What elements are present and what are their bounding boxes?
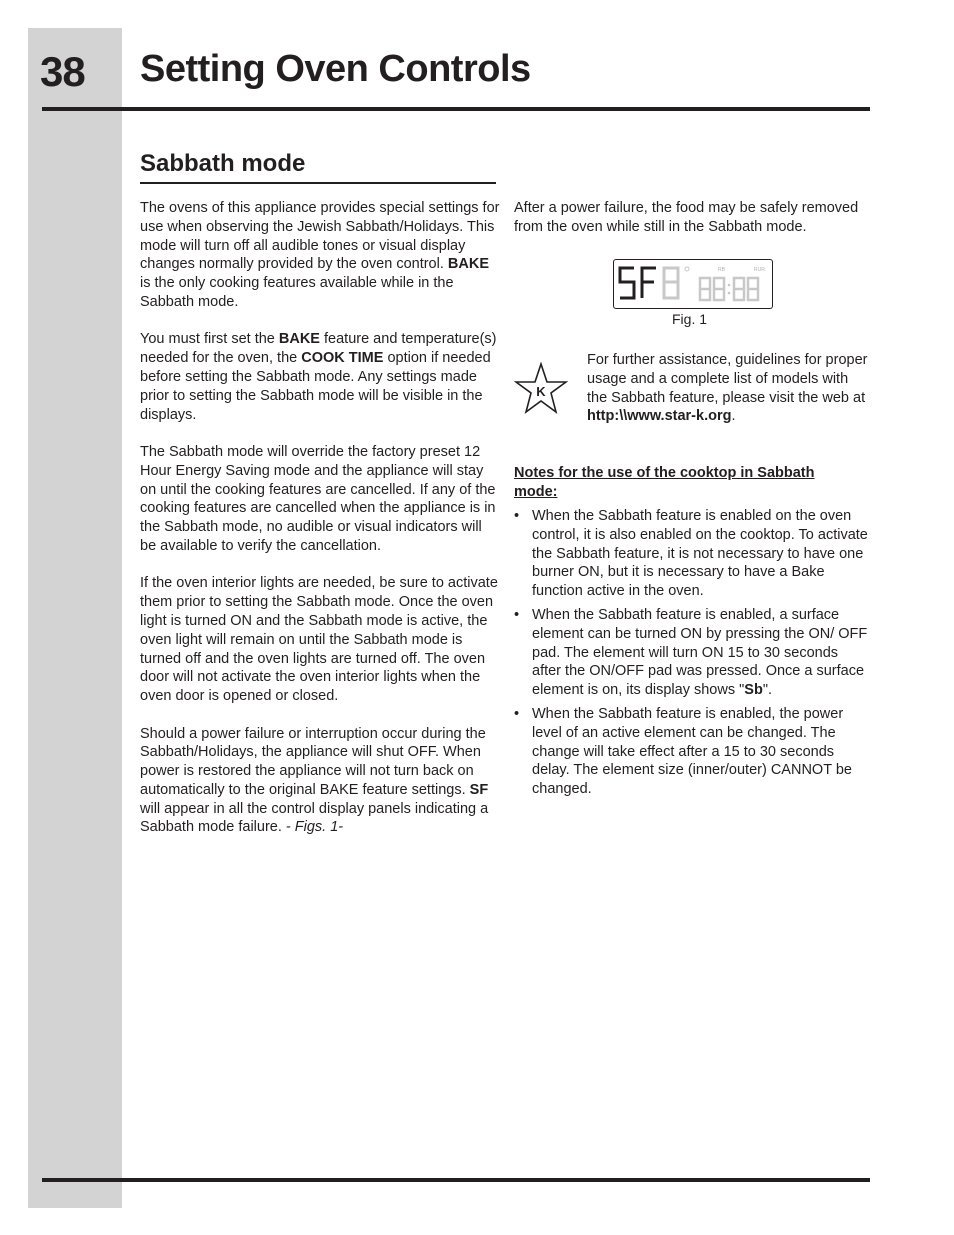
lights-paragraph: If the oven interior lights are needed, be sure to activate them prior to setting the Sabbath mode. Once the oven light is turned ON and the Sabbath mode is active, the oven light will remain on until the Sabbath mode is turned off and the oven lights are turned off. The oven door will not activate the oven interior lights when the oven door is opened or closed. — [140, 575, 498, 705]
star-icon — [514, 362, 568, 416]
override-paragraph: The Sabbath mode will override the factory preset 12 Hour Energy Saving mode and the appliance will stay on until the cooking features are cancelled. If any of the cooking features are cancelled when the appliance is in the Sabbath mode, no audible or visual indicators will be available to verify the cancellation. — [140, 443, 496, 554]
setup-paragraph — [140, 330, 500, 424]
power-failure-text: Should a power failure or interruption occur during the Sabbath/Holidays, the appliance will shut OFF. When power is restored the appliance will not turn back on automatically to the original BAKE feature settings. — [140, 725, 486, 798]
power-failure-paragraph — [140, 725, 500, 838]
digit-8-ghost — [664, 268, 678, 298]
figure-caption: Fig. 1 — [672, 311, 708, 327]
page-title: Setting Oven Controls — [140, 48, 531, 90]
sb-term: Sb — [744, 682, 763, 699]
power-failure-text-end: will appear in all the control display panels indicating a Sabbath mode failure. — [140, 800, 489, 836]
digit-s — [620, 268, 634, 298]
digit-f — [642, 268, 656, 298]
list-item-text-end: ". — [762, 682, 772, 699]
star-k-url: http:\\www.star-k.org — [587, 408, 732, 425]
control-display-figure — [613, 259, 773, 309]
assistance-text-end: . — [731, 408, 736, 425]
list-item — [514, 507, 870, 601]
intro-text-end: is the only cooking features available while in the Sabbath mode. — [140, 275, 454, 310]
bullet-marker: • — [514, 705, 520, 722]
display-illustration — [614, 260, 772, 308]
display-label-b: RUR — [754, 267, 765, 273]
page-sidebar — [28, 28, 122, 1208]
setup-text: You must first set the — [140, 331, 279, 348]
setup-text-mid: feature and temperature(s) needed for the oven, the — [140, 331, 497, 367]
clock-colon-top — [728, 284, 731, 287]
left-column — [140, 199, 500, 856]
cooktop-notes-heading: Notes for the use of the cooktop in Sabbath mode: — [514, 465, 815, 500]
power-failure-note: After a power failure, the food may be safely removed from the oven while still in the Sabbath mode. — [514, 200, 859, 235]
cooktop-notes-list — [514, 507, 870, 804]
degree-mark — [685, 267, 689, 271]
assistance-text — [587, 351, 872, 426]
section-rule — [140, 182, 496, 184]
list-item-text: When the Sabbath feature is enabled, the power level of an active element can be changed. The change will take effect after a 15 to 30 seconds delay. The element size (inner/outer) CANNOT be changed. — [532, 705, 852, 798]
header-rule — [42, 107, 870, 111]
sf-term: SF — [469, 781, 489, 798]
page-number: 38 — [40, 48, 85, 95]
bake-term: BAKE — [447, 256, 489, 273]
setup-text-end: option if needed before setting the Sabbath mode. Any settings made prior to setting the Sabbath mode will be visible in the displays. — [140, 350, 491, 423]
footer-rule — [42, 1178, 870, 1182]
display-label-a: RB — [718, 267, 725, 273]
star-k-logo — [514, 362, 568, 416]
cook-time-term: COOK TIME — [301, 350, 384, 367]
bullet-marker: • — [514, 606, 520, 623]
bake-term: BAKE — [278, 331, 320, 348]
intro-paragraph — [140, 199, 500, 312]
clock-ghost-digits — [700, 278, 758, 300]
list-item-text: When the Sabbath feature is enabled on the oven control, it is also enabled on the cooktop. To activate the Sabbath feature, it is not necessary to have one burner ON, but it is necessary to have a Bake function active in the oven. — [532, 508, 868, 600]
intro-text: The ovens of this appliance provides special settings for use when observing the Jewish Sabbath/Holidays. This mode will turn off all audible tones or visual display changes normally provided by the oven control. — [140, 200, 500, 273]
clock-colon-bottom — [728, 292, 731, 295]
figure-reference: - Figs. 1- — [285, 819, 344, 836]
list-item-text: When the Sabbath feature is enabled, a surface element can be turned ON by pressing the ON/ OFF pad. The element will turn ON 15 to 30 seconds after the ON/OFF pad was pressed. Once a surface element is on, its display shows " — [532, 606, 868, 699]
bullet-marker: • — [514, 508, 520, 524]
list-item — [514, 606, 870, 700]
star-k-letter: K — [536, 384, 546, 399]
section-heading: Sabbath mode — [140, 150, 306, 177]
assistance-text-body: For further assistance, guidelines for proper usage and a complete list of models with the Sabbath feature, please visit the web at — [587, 352, 868, 406]
list-item — [514, 705, 870, 799]
